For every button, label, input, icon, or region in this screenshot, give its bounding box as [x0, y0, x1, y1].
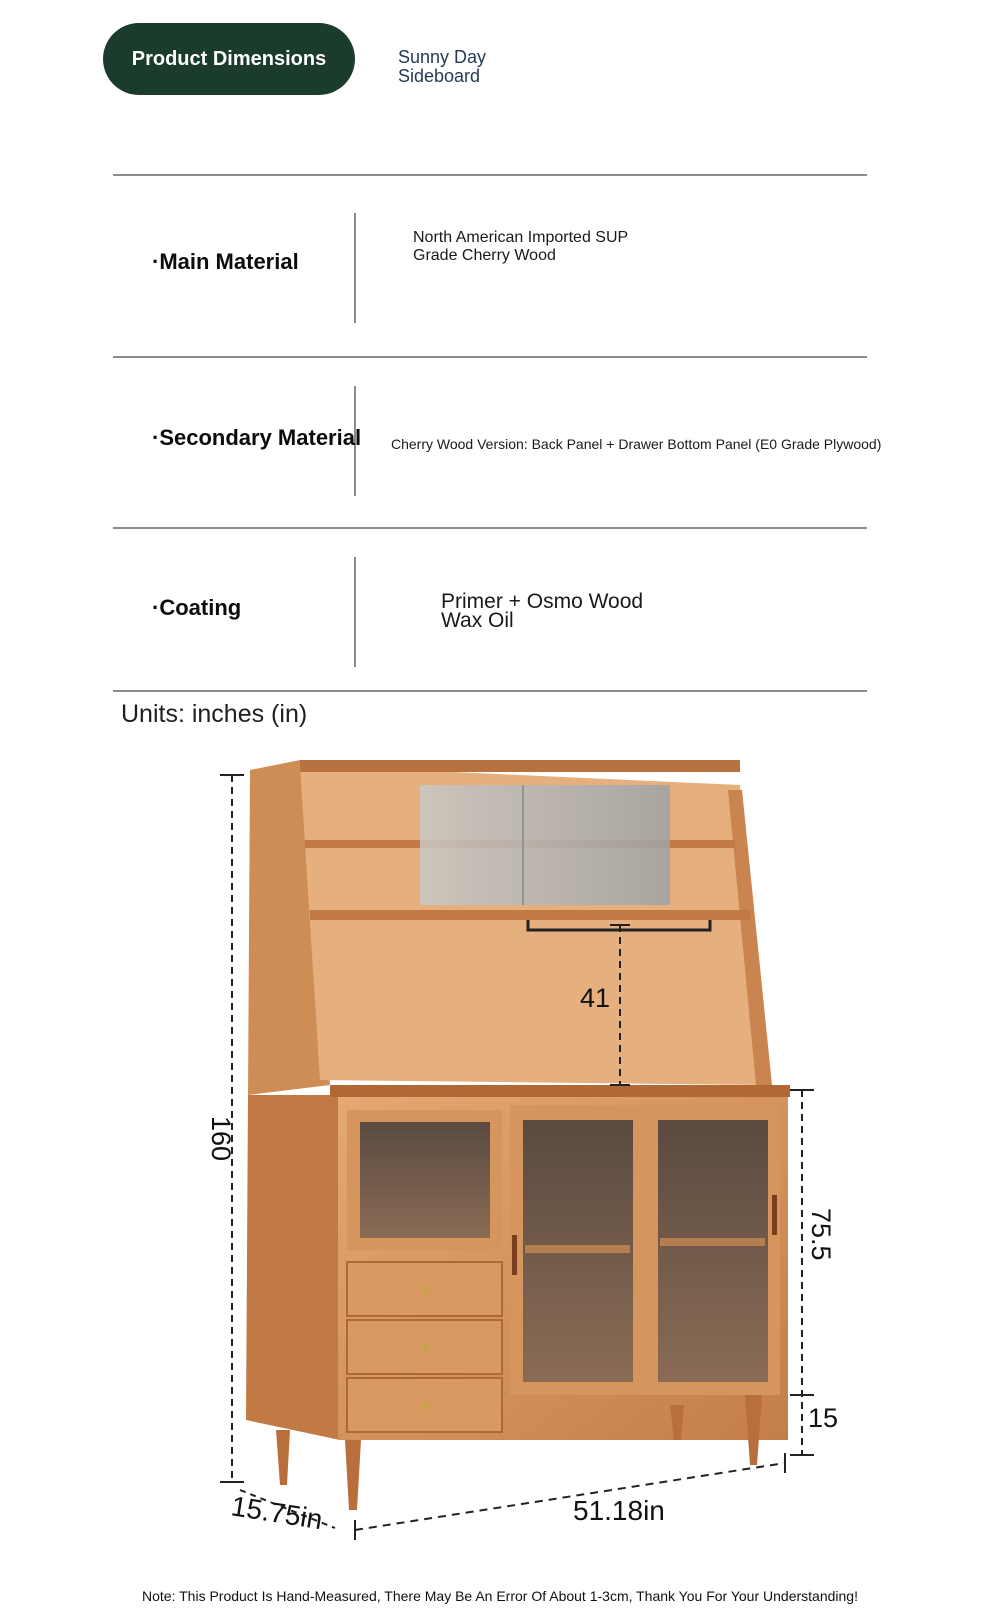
coating-value: Primer + Osmo Wood Wax Oil [441, 590, 644, 632]
inner-shelf [660, 1238, 765, 1246]
sideboard-dimension-diagram [0, 740, 1000, 1570]
inner-shelf [525, 1245, 630, 1253]
product-dimensions-badge [103, 23, 355, 95]
clearance-label: 41 [580, 983, 611, 1013]
lower-cabinet [246, 1085, 790, 1510]
door-handle [772, 1195, 777, 1235]
width-line [355, 1463, 785, 1530]
depth-label: 15.75in [229, 1490, 325, 1536]
drawer-knob [421, 1286, 429, 1294]
sliding-door-right-glass [658, 1120, 768, 1382]
leg-height-label: 15 [808, 1403, 839, 1433]
units-label: Units: inches (in) [121, 700, 308, 728]
hutch [248, 760, 772, 1095]
coating-label: ·Coating [152, 595, 242, 620]
secondary-material-label: ·Secondary Material [152, 425, 362, 450]
door-handle [512, 1235, 517, 1275]
drawer-knob [421, 1344, 429, 1352]
frosted-glass-door [420, 785, 670, 905]
main-material-value: North American Imported SUP Grade Cherry Wood [413, 229, 628, 264]
column-divider [354, 213, 356, 323]
divider [113, 690, 867, 692]
measurement-note: Note: This Product Is Hand-Measured, There May Be An Error Of About 1-3cm, Thank You For Your Understanding! [142, 1588, 858, 1604]
column-divider [354, 557, 356, 667]
left-door-glass [360, 1122, 490, 1238]
leg [276, 1430, 290, 1485]
leg [745, 1395, 762, 1465]
hutch-top [300, 760, 740, 772]
main-material-label: ·Main Material [152, 249, 299, 274]
divider [113, 356, 867, 358]
secondary-material-value: Cherry Wood Version: Back Panel + Drawer Bottom Panel (E0 Grade Plywood) [391, 436, 882, 452]
leg [345, 1440, 361, 1510]
cabinet-height-label: 75.5 [806, 1208, 836, 1261]
product-name: Sunny Day Sideboard [398, 47, 487, 86]
badge-label: Product Dimensions [131, 47, 327, 70]
divider [113, 174, 867, 176]
lower-shelf [310, 910, 750, 920]
height-label: 160 [206, 1116, 236, 1162]
cabinet-side [246, 1095, 340, 1440]
drawer-knob [421, 1402, 429, 1410]
cabinet-top [330, 1085, 790, 1097]
width-label: 51.18in [573, 1495, 665, 1526]
divider [113, 527, 867, 529]
